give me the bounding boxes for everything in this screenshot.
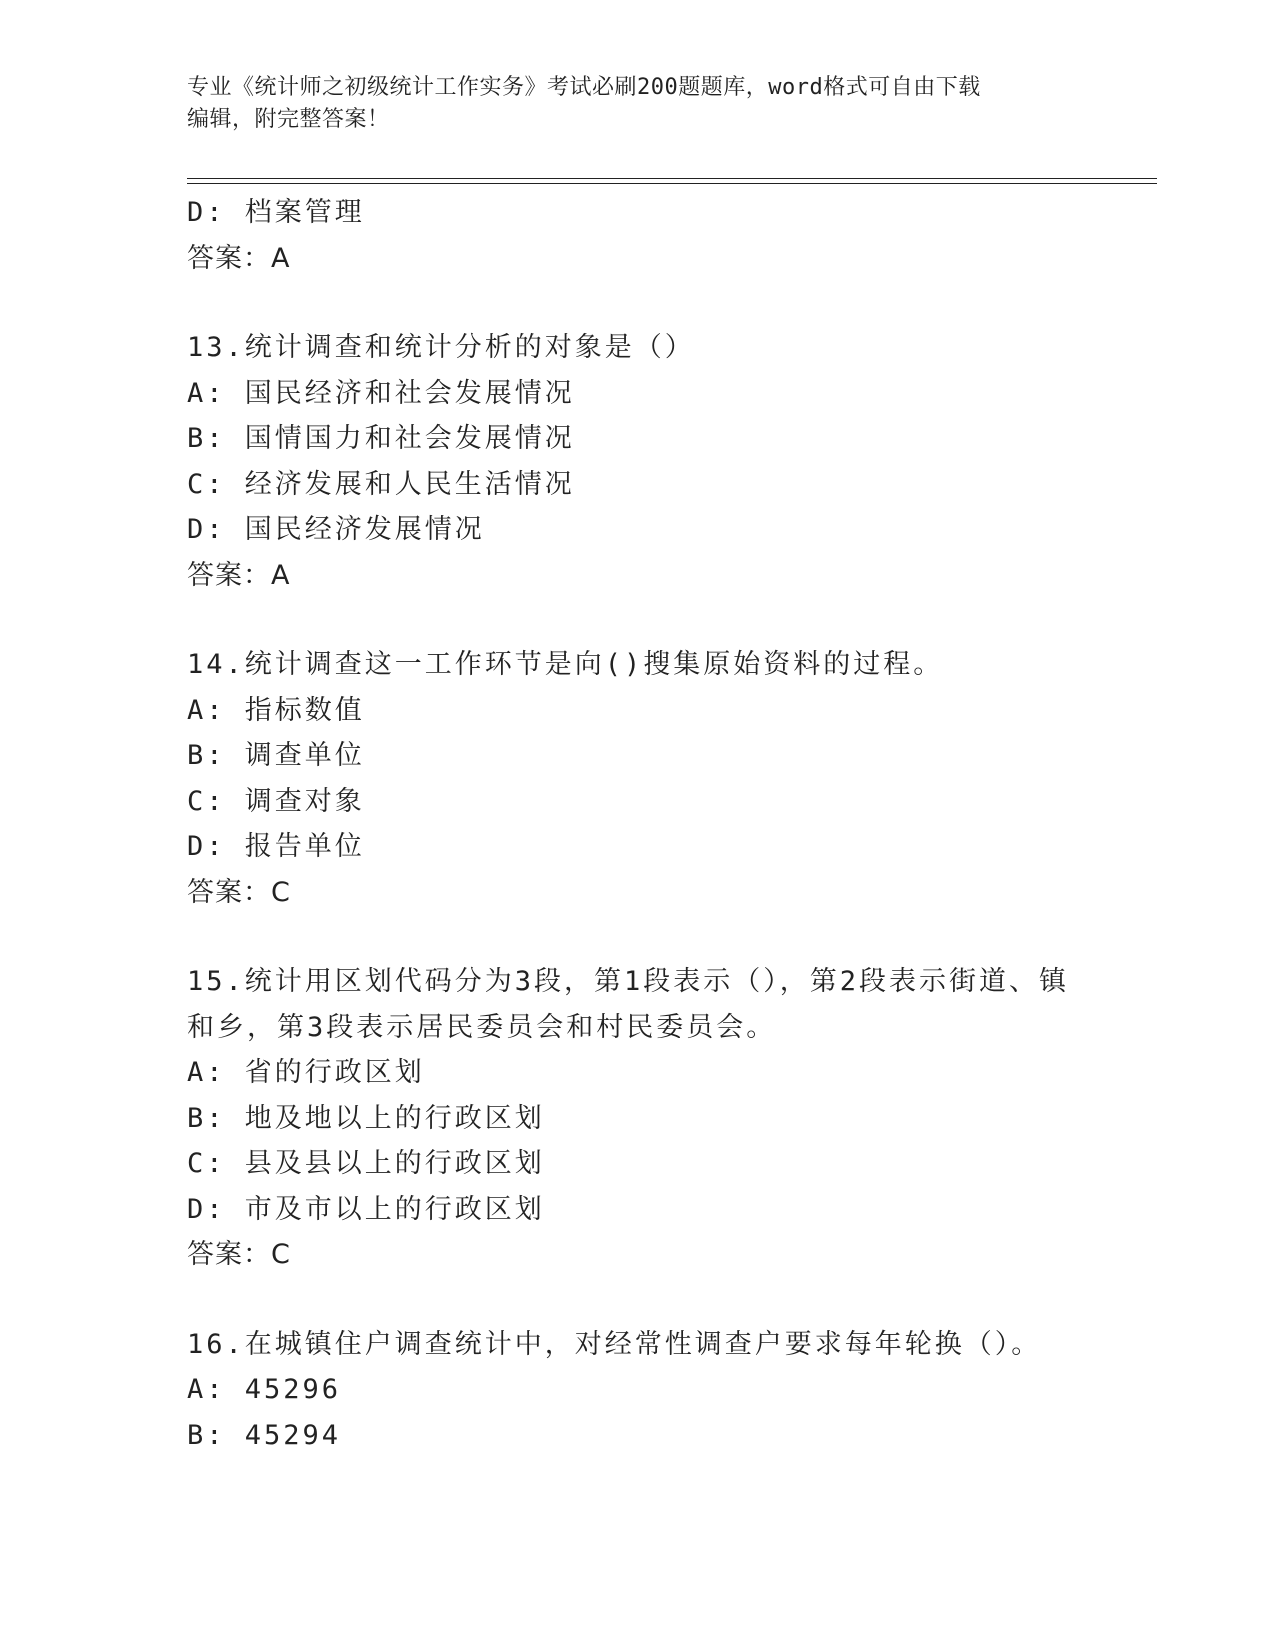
option-d: D: 报告单位 — [187, 831, 365, 862]
header-rule-bottom — [187, 183, 1157, 184]
question-stem: 14.统计调查这一工作环节是向()搜集原始资料的过程。 — [187, 649, 944, 680]
spacer — [187, 281, 1157, 325]
question-stem-line-2: 和乡，第3段表示居民委员会和村民委员会。 — [187, 1011, 777, 1043]
question-13 — [187, 325, 1157, 598]
prev-answer: 答案：A — [187, 242, 291, 274]
question-15 — [187, 959, 1157, 1278]
spacer — [187, 1278, 1157, 1322]
option-d: D: 国民经济发展情况 — [187, 514, 485, 545]
document-page — [187, 0, 1157, 1650]
option-b: B: 调查单位 — [187, 740, 365, 771]
option-a: A: 45296 — [187, 1374, 342, 1405]
option-b: B: 45294 — [187, 1419, 342, 1451]
header-line-2: 编辑，附完整答案！ — [187, 107, 390, 132]
question-stem: 13.统计调查和统计分析的对象是（） — [187, 332, 695, 363]
spacer — [187, 915, 1157, 959]
header-line-1: 专业《统计师之初级统计工作实务》考试必刷200题题库，word格式可自由下载 — [187, 75, 981, 100]
question-stem: 16.在城镇住户调查统计中，对经常性调查户要求每年轮换（）。 — [187, 1328, 1042, 1360]
spacer — [187, 598, 1157, 642]
header-rule-top — [187, 178, 1157, 179]
answer: 答案：A — [187, 559, 291, 591]
answer: 答案：C — [187, 876, 291, 908]
question-16 — [187, 1322, 1157, 1459]
option-c: C: 调查对象 — [187, 785, 365, 817]
question-list — [187, 190, 1157, 1458]
question-14 — [187, 642, 1157, 915]
option-a: A: 省的行政区划 — [187, 1057, 425, 1088]
option-d: D: 市及市以上的行政区划 — [187, 1193, 545, 1225]
option-a: A: 国民经济和社会发展情况 — [187, 377, 575, 409]
option-b: B: 地及地以上的行政区划 — [187, 1102, 545, 1134]
option-c: C: 县及县以上的行政区划 — [187, 1148, 545, 1179]
option-a: A: 指标数值 — [187, 694, 365, 726]
option-c: C: 经济发展和人民生活情况 — [187, 468, 575, 500]
option-b: B: 国情国力和社会发展情况 — [187, 423, 575, 454]
question-stem-line-1: 15.统计用区划代码分为3段，第1段表示（），第2段表示街道、镇 — [187, 966, 1070, 997]
prev-option-d: D: 档案管理 — [187, 197, 365, 228]
document-header — [187, 72, 1077, 136]
answer: 答案：C — [187, 1239, 291, 1270]
